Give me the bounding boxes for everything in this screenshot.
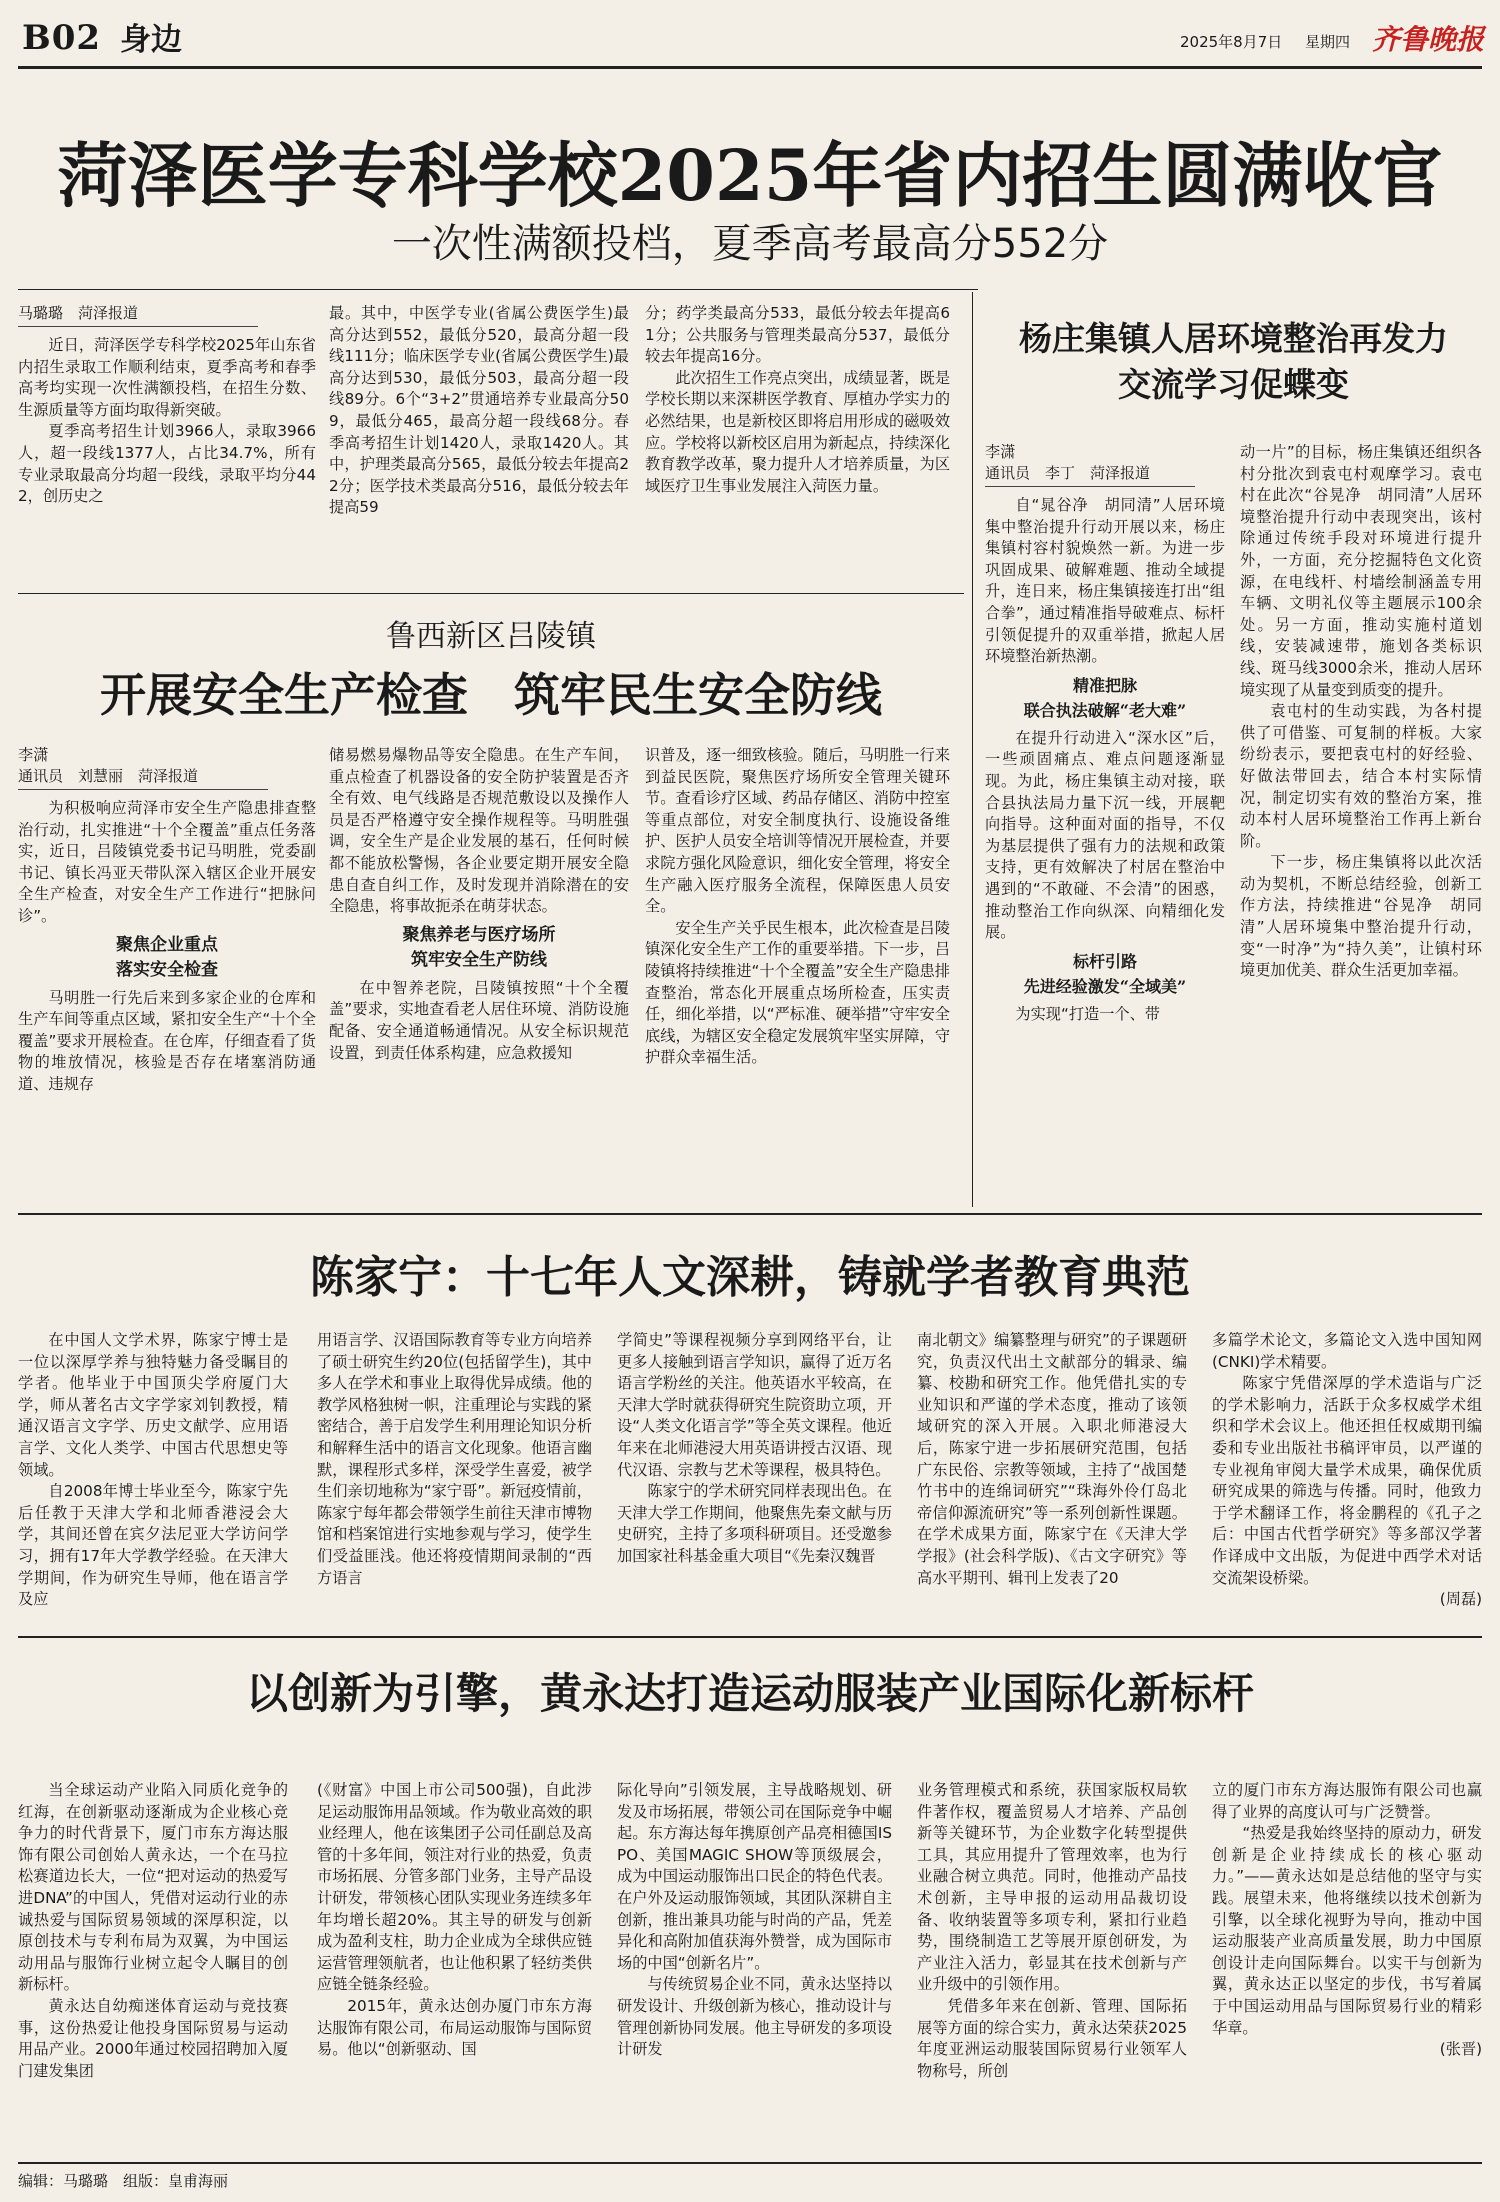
article2-byline xyxy=(18,745,316,790)
article3-para: 动一片”的目标，杨庄集镇还组织各村分批次到袁屯村观摩学习。袁屯村在此次“谷晃净 胡同清”人居环境整治提升行动中表现突出，该村除通过传统手段对环境进行提升外，一方面，充分挖掘特色文化资源，在电线杆、村墙绘制涵盖专用车辆、文明礼仪等主题展示100余处。另一方面，推动实施村道划线，安装减速带，施划各类标识线、斑马线3000余米，推动人居环境实现了从量变到质变的提升。 xyxy=(1240,443,1482,699)
article4-title: 陈家宁：十七年人文深耕，铸就学者教育典范 xyxy=(310,1252,1190,1303)
article4-para: 陈家宁凭借深厚的学术造诣与广泛的学术影响力，活跃于众多权威学术组织和学术会议上。他还担任权威期刊编委和专业出版社书稿评审员，以严谨的专业视角审阅大量学术成果，确保优质研究成果的筛选与传播。同时，他致力于学术翻译工作，将金鹏程的《孔子之后：中国古代哲学研究》等多部汉学著作译成中文出版，为促进中西学术对话交流架设桥梁。 xyxy=(1212,1374,1482,1587)
article1-bottom-rule xyxy=(18,593,964,594)
article5-para: 立的厦门市东方海达服饰有限公司也赢得了业界的高度认可与广泛赞誉。 xyxy=(1212,1781,1482,1821)
article4-para: 陈家宁的学术研究同样表现出色。在天津大学工作期间，他聚焦先秦文献与历史研究，主持了多项科研项目。还受邀参加国家社科基金重大项目“《先秦汉魏晋 xyxy=(617,1482,892,1565)
article2-para: 识普及，逐一细致核验。随后，马明胜一行来到益民医院，聚焦医疗场所安全管理关键环节。查看诊疗区域、药品存储区、消防中控室等重点部位，对安全制度执行、设施设备维护、医护人员安全培训等情况开展检查，并要求院方强化风险意识，细化安全管理，将安全生产融入医疗服务全流程，保障医患人员安全。 xyxy=(645,746,950,916)
article2-subhead: 聚焦养老与医疗场所 筑牢安全生产防线 xyxy=(402,924,556,970)
article1-col2 xyxy=(329,303,629,579)
article2-col1 xyxy=(18,745,316,1197)
article4-col5 xyxy=(1212,1330,1482,1630)
article2-kicker: 鲁西新区吕陵镇 xyxy=(386,619,596,654)
footer-editor-credit: 编辑：马璐璐 组版：皇甫海丽 xyxy=(18,2172,229,2190)
article3-para: 在提升行动进入“深水区”后，一些顽固痛点、难点问题逐渐显现。为此，杨庄集镇主动对接，联合县执法局力量下沉一线，开展靶向指导。这种面对面的指导，不仅为基层提供了强有力的法规和政策支持，更有效解决了村居在整治中遇到的“不敢碰、不会清”的困惑，推动整治工作向纵深、向精细化发展。 xyxy=(985,728,1225,942)
article3-para: 下一步，杨庄集镇将以此次活动为契机，不断总结经验，创新工作方法，持续推进“谷晃净 胡同清”人居环境集中整治提升行动，变“一时净”为“持久美”，让镇村环境更加优美、群众生活更加幸福。 xyxy=(1240,853,1482,980)
article3-para: 袁屯村的生动实践，为各村提供了可借鉴、可复制的样板。大家纷纷表示，要把袁屯村的好经验、好做法带回去，结合本村实际情况，制定切实有效的整治方案，推动本村人居环境整治工作再上新台阶。 xyxy=(1240,702,1482,850)
article4-col4 xyxy=(917,1330,1187,1630)
article5-col4 xyxy=(917,1780,1187,2152)
article2-byline-correspondent: 通讯员 刘慧丽 菏泽报道 xyxy=(18,766,268,790)
article4-signature: (周磊) xyxy=(1439,1590,1482,1609)
article1-top-rule xyxy=(18,289,978,290)
article5-para: “热爱是我始终坚持的原动力，研发创新是企业持续成长的核心驱动力。”——黄永达如是总结他的坚守与实践。展望未来，他将继续以技术创新为引擎，以全球化视野为导向，推动中国运动服装产业高质量发展，助力中国原创设计走向国际舞台。以实干与创新为翼，黄永达正以坚定的步伐，书写着属于中国运动用品与国际贸易行业的精彩华章。 xyxy=(1212,1824,1482,2037)
footer-rule xyxy=(18,2162,1482,2164)
article2-para: 为积极响应菏泽市安全生产隐患排查整治行动，扎实推进“十个全覆盖”重点任务落实，近日，吕陵镇党委书记马明胜，党委副书记、镇长冯亚天带队深入辖区企业开展安全生产检查，对安全生产工作进行“把脉问诊”。 xyxy=(18,799,316,925)
article5-col3 xyxy=(617,1780,892,2152)
issue-date: 2025年8月7日 xyxy=(1180,33,1283,51)
article2-para: 储易燃易爆物品等安全隐患。在生产车间，重点检查了机器设备的安全防护装置是否齐全有效、电气线路是否规范敷设以及操作人员是否严格遵守安全操作规程等。马明胜强调，安全生产是企业发展的基石，任何时候都不能放松警惕，各企业要定期开展安全隐患自查自纠工作，及时发现并消除潜在的安全隐患，将事故扼杀在萌芽状态。 xyxy=(329,746,629,916)
article2-title: 开展安全生产检查 筑牢民生安全防线 xyxy=(100,668,882,722)
article3-byline xyxy=(985,442,1225,487)
article1-byline: 马璐璐 菏泽报道 xyxy=(18,303,258,327)
article4-para: 学简史”等课程视频分享到网络平台，让更多人接触到语言学知识，赢得了近万名语言学粉丝的关注。他英语水平较高，在天津大学时就获得研究生院资助立项，开设“人类文化语言学”等全英文课程。他近年来在北师港浸大用英语讲授古汉语、现代汉语、宗教与艺术等课程，极具特色。 xyxy=(617,1331,892,1479)
section-rule xyxy=(18,1636,1482,1638)
article1-para: 近日，菏泽医学专科学校2025年山东省内招生录取工作顺利结束，夏季高考和春季高考均实现一次性满额投档，在招生分数、生源质量等方面均取得新突破。 xyxy=(18,336,316,419)
article5-para: 与传统贸易企业不同，黄永达坚持以研发设计、升级创新为核心，推动设计与管理创新协同发展。他主导研发的多项设计研发 xyxy=(617,1975,892,2059)
article5-title: 以创新为引擎，黄永达打造运动服装产业国际化新标杆 xyxy=(245,1669,1254,1718)
article2-col3 xyxy=(645,745,950,1197)
article4-para: 多篇学术论文，多篇论文入选中国知网(CNKI)学术精要。 xyxy=(1212,1331,1482,1371)
article2-byline-author: 李潇 xyxy=(18,746,49,764)
article2-col2 xyxy=(329,745,629,1197)
section-name: 身边 xyxy=(120,22,182,58)
article3-para: 为实现“打造一个、带 xyxy=(1015,1004,1160,1023)
article3-byline-author: 李潇 xyxy=(985,443,1016,461)
article4-col1 xyxy=(18,1330,288,1630)
article1-para: 最。其中，中医学专业(省属公费医学生)最高分达到552，最低分520，最高分超一段线111分；临床医学专业(省属公费医学生)最高分达到530，最低分503，最高分超一段线89分。6个“3+2”贯通培养专业最高分509，最低分465，最高分超一段线68分。春季高考招生计划1420人，录取1420人。其中，护理类最高分565，最低分较去年提高22分；医学技术类最高分516，最低分较去年提高59 xyxy=(329,304,629,517)
article5-para: (《财富》中国上市公司500强)，自此涉足运动服饰用品领域。作为敬业高效的职业经理人，他在该集团子公司任副总及高管的十多年间，领注对行业的热爱，负责市场拓展、分管多部门业务，主导产品设计研发，带领核心团队实现业务连续多年年均增长超20%。其主导的研发与创新成为盈利支柱，助力企业成为全球供应链运营管理领航者，也让他积累了轻纺类供应链全链条经验。 xyxy=(317,1781,592,1994)
article1-para: 分；药学类最高分533，最低分较去年提高61分；公共服务与管理类最高分537，最低分较去年提高16分。 xyxy=(645,304,950,366)
article5-signature: (张晋) xyxy=(1439,2040,1482,2059)
article3-col2 xyxy=(1240,442,1482,1207)
article4-para: 在中国人文学术界，陈家宁博士是一位以深厚学养与独特魅力备受瞩目的学者。他毕业于中国顶尖学府厦门大学，师从著名古文字学家刘钊教授，精通汉语言文字学、历史文献学、应用语言学、文化人类学、中国古代思想史等领域。 xyxy=(18,1331,288,1479)
article1-col3 xyxy=(645,303,950,579)
section-rule xyxy=(18,1213,1482,1215)
article5-col2 xyxy=(317,1780,592,2152)
article3-para: 自“晁谷净 胡同清”人居环境集中整治提升行动开展以来，杨庄集镇村容村貌焕然一新。为进一步巩固成果、破解难题、推动全域提升，连日来，杨庄集镇接连打出“组合拳”，通过精准指导破难点、标杆引领促提升的双重举措，掀起人居环境整治新热潮。 xyxy=(985,496,1225,666)
article3-subhead: 标杆引路 先进经验激发“全域美” xyxy=(1023,951,1187,996)
article3-byline-correspondent: 通讯员 李丁 菏泽报道 xyxy=(985,463,1195,487)
article1-subtitle: 一次性满额投档，夏季高考最高分552分 xyxy=(391,221,1109,267)
article5-para: 业务管理模式和系统，获国家版权局软件著作权，覆盖贸易人才培养、产品创新等关键环节，为企业数字化转型提供工具，其应用提升了管理效率，也为行业融合树立典范。同时，他推动产品技术创新，主导申报的运动用品裁切设备、收纳装置等多项专利，紧扣行业趋势，围绕制造工艺等展开原创研发，为产业注入活力，彰显其在技术创新与产业升级中的引领作用。 xyxy=(917,1781,1187,1994)
article4-col3 xyxy=(617,1330,892,1630)
article4-para: 南北朝文》编纂整理与研究”的子课题研究，负责汉代出土文献部分的辑录、编纂、校勘和研究工作。他凭借扎实的专业知识和严谨的学术态度，推动了该领域研究的深入开展。入职北师港浸大后，陈家宁进一步拓展研究范围，包括广东民俗、宗教等领域，主持了“战国楚竹书中的连绵词研究”“珠海外伶仃岛北帝信仰源流研究”等一系列创新性课题。在学术成果方面，陈家宁在《天津大学学报》(社会科学版)、《古文字研究》等高水平期刊、辑刊上发表了20 xyxy=(917,1331,1187,1587)
article5-col1 xyxy=(18,1780,288,2152)
article5-para: 2015年，黄永达创办厦门市东方海达服饰有限公司，布局运动服饰与国际贸易。他以“创新驱动、国 xyxy=(317,1996,592,2059)
article3-title: 杨庄集镇人居环境整治再发力 交流学习促蝶变 xyxy=(1019,319,1448,404)
article4-para: 用语言学、汉语国际教育等专业方向培养了硕士研究生约20位(包括留学生)，其中多人在学术和事业上取得优异成绩。他的教学风格独树一帜，注重理论与实践的紧密结合，善于启发学生利用理论知识分析和解释生活中的语言文化现象。他语言幽默，课程形式多样，深受学生喜爱，被学生们亲切地称为“家宁哥”。新冠疫情前，陈家宁每年都会带领学生前往天津市博物馆和档案馆进行实地参观与学习，使学生们受益匪浅。他还将疫情期间录制的“西方语言 xyxy=(317,1331,592,1587)
article4-col2 xyxy=(317,1330,592,1630)
article3-subhead: 精准把脉 联合执法破解“老大难” xyxy=(1023,675,1187,720)
article5-para: 当全球运动产业陷入同质化竞争的红海，在创新驱动逐渐成为企业核心竞争力的时代背景下，厦门市东方海达服饰有限公司创始人黄永达，一个在马拉松赛道边长大，一位“把对运动的热爱写进DNA”的中国人，凭借对运动行业的赤诚热爱与国际贸易领域的深厚积淀，以原创技术与专利布局为双翼，为中国运动用品与服饰行业树立起令人瞩目的创新标杆。 xyxy=(18,1781,288,1994)
article2-para: 在中智养老院，吕陵镇按照“十个全覆盖”要求，实地查看老人居住环境、消防设施配备、安全通道畅通情况。从安全标识规范设置，到责任体系构建，应急救援知 xyxy=(329,978,629,1062)
article1-col1 xyxy=(18,303,316,579)
article5-para: 黄永达自幼痴迷体育运动与竞技赛事，这份热爱让他投身国际贸易与运动用品产业。2000年通过校园招聘加入厦门建发集团 xyxy=(18,1996,288,2080)
article4-para: 自2008年博士毕业至今，陈家宁先后任教于天津大学和北师香港浸会大学，其间还曾在宾夕法尼亚大学访问学习，拥有17年大学教学经验。在天津大学期间，作为研究生导师，他在语言学及应 xyxy=(18,1482,288,1609)
article1-para: 夏季高考招生计划3966人，录取3966人，超一段线1377人，占比34.7%，所有专业录取最高分均超一段线，录取平均分442，创历史之 xyxy=(18,422,316,506)
issue-weekday: 星期四 xyxy=(1305,33,1351,51)
article5-para: 际化导向”引领发展，主导战略规划、研发及市场拓展，带领公司在国际竞争中崛起。东方海达每年携原创产品亮相德国ISPO、美国MAGIC SHOW等顶级展会，成为中国运动服饰出口民企的特色代表。在户外及运动服饰领域，其团队深耕自主创新，推出兼具功能与时尚的产品，凭差异化和高附加值获海外赞誉，成为国际市场的中国“创新名片”。 xyxy=(617,1781,892,1972)
article5-col5 xyxy=(1212,1780,1482,2152)
masthead-logo: 齐鲁晚报 xyxy=(1372,23,1485,56)
article2-para: 安全生产关乎民生根本，此次检查是吕陵镇深化安全生产工作的重要举措。下一步，吕陵镇将持续推进“十个全覆盖”安全生产隐患排查整治，常态化开展重点场所检查，压实责任，细化举措，以“严标准、硬举措”守牢安全底线，为辖区安全稳定发展筑牢坚实屏障，守护群众幸福生活。 xyxy=(645,918,950,1067)
page-number: B02 xyxy=(22,18,102,58)
vertical-divider xyxy=(972,292,973,1207)
article2-subhead: 聚焦企业重点 落实安全检查 xyxy=(116,934,218,980)
article1-title: 菏泽医学专科学校2025年省内招生圆满收官 xyxy=(57,134,1443,217)
article5-para: 凭借多年来在创新、管理、国际拓展等方面的综合实力，黄永达荣获2025年度亚洲运动服装国际贸易行业领军人物称号，所创 xyxy=(917,1996,1187,2080)
article3-col1 xyxy=(985,442,1225,1207)
article2-para: 马明胜一行先后来到多家企业的仓库和生产车间等重点区域，紧扣安全生产“十个全覆盖”要求开展检查。在仓库，仔细查看了货物的堆放情况，核验是否存在堵塞消防通道、违规存 xyxy=(18,988,316,1093)
article1-para: 此次招生工作亮点突出，成绩显著，既是学校长期以来深耕医学教育、厚植办学实力的必然结果，也是新校区即将启用形成的磁吸效应。学校将以新校区启用为新起点，持续深化教育教学改革，聚力提升人才培养质量，为区域医疗卫生事业发展注入菏医力量。 xyxy=(645,368,950,495)
header-rule xyxy=(18,66,1482,69)
